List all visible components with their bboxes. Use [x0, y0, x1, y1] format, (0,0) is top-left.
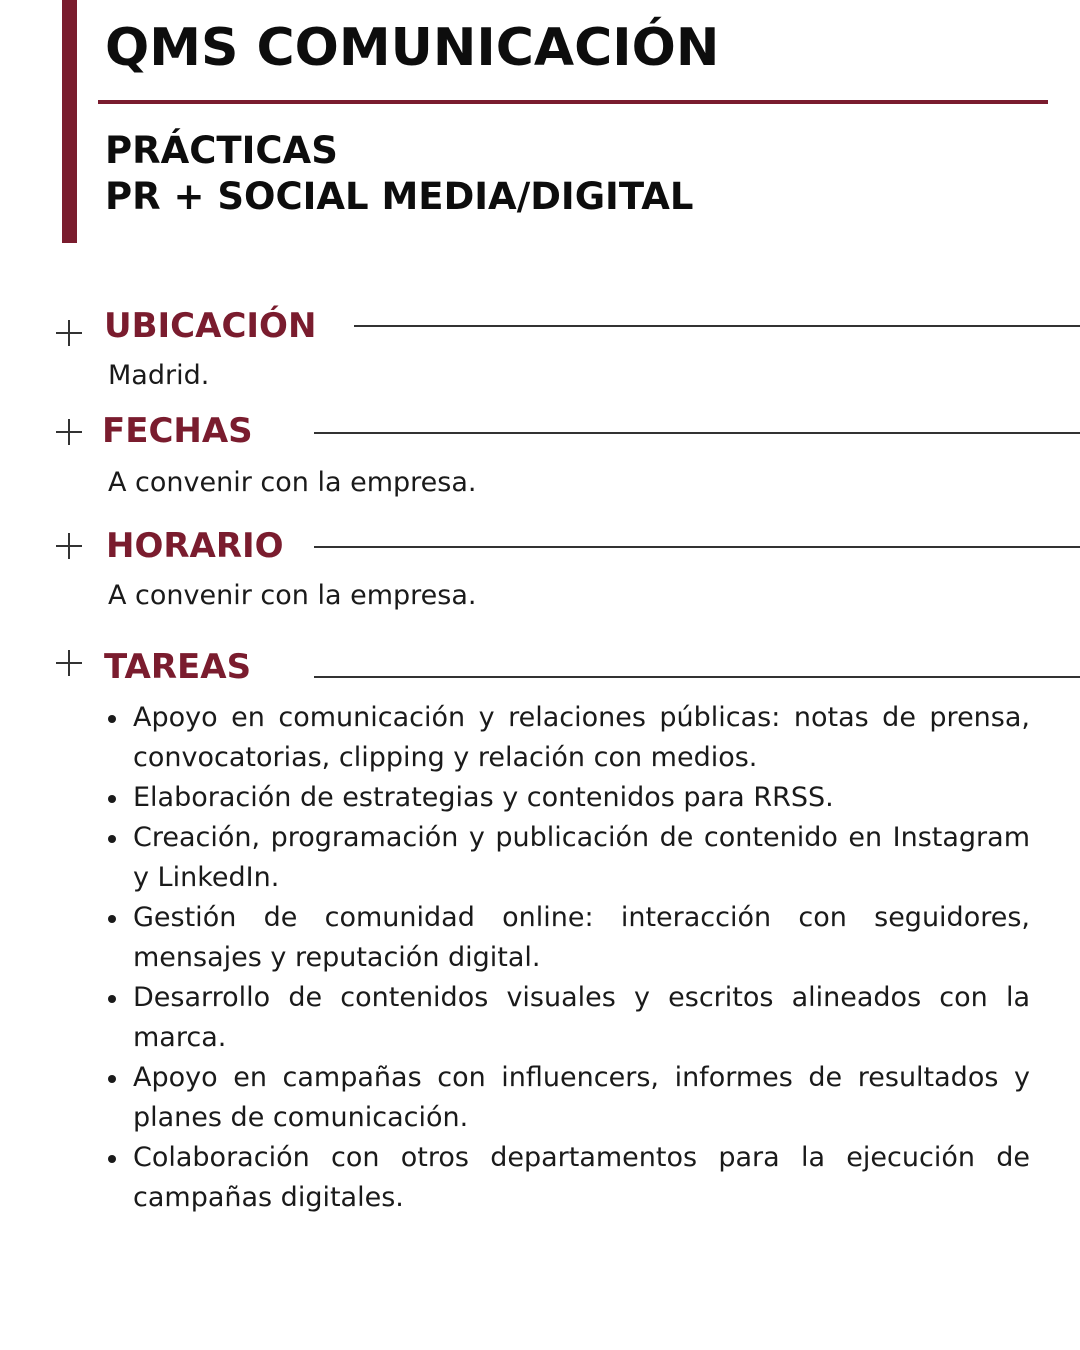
plus-icon	[56, 320, 82, 346]
page-title: QMS COMUNICACIÓN	[105, 18, 720, 78]
section-ubicacion-title: UBICACIÓN	[104, 306, 317, 346]
section-horario-header	[0, 526, 1080, 566]
plus-icon	[56, 533, 82, 559]
plus-icon	[56, 419, 82, 445]
list-item: Gestión de comunidad online: interacción con seguidores, mensajes y reputación digital.	[133, 898, 1030, 978]
section-ubicacion-header	[0, 306, 1080, 346]
subtitle-line-1: PRÁCTICAS	[105, 129, 338, 172]
section-divider	[354, 325, 1080, 327]
subtitle-line-2: PR + SOCIAL MEDIA/DIGITAL	[105, 175, 694, 218]
plus-icon	[56, 650, 82, 676]
section-horario-title: HORARIO	[106, 526, 284, 566]
section-divider	[314, 676, 1080, 678]
section-tareas-header	[0, 647, 1080, 687]
accent-bar	[62, 0, 77, 243]
tasks-list	[100, 698, 1030, 1218]
list-item: Elaboración de estrategias y contenidos para RRSS.	[133, 778, 1030, 818]
section-ubicacion-text: Madrid.	[108, 360, 210, 391]
section-tareas-title: TAREAS	[104, 647, 252, 687]
list-item: Desarrollo de contenidos visuales y escritos alineados con la marca.	[133, 978, 1030, 1058]
section-fechas-text: A convenir con la empresa.	[108, 467, 477, 498]
section-fechas-header	[0, 411, 1080, 451]
section-divider	[314, 546, 1080, 548]
section-divider	[314, 432, 1080, 434]
list-item: Creación, programación y publicación de contenido en Instagram y LinkedIn.	[133, 818, 1030, 898]
section-horario-text: A convenir con la empresa.	[108, 580, 477, 611]
list-item: Apoyo en campañas con influencers, informes de resultados y planes de comunicación.	[133, 1058, 1030, 1138]
page-subtitle	[105, 128, 693, 220]
list-item: Apoyo en comunicación y relaciones públicas: notas de prensa, convocatorias, clipping y relación con medios.	[133, 698, 1030, 778]
section-fechas-title: FECHAS	[102, 411, 253, 451]
list-item: Colaboración con otros departamentos para la ejecución de campañas digitales.	[133, 1138, 1030, 1218]
title-divider	[98, 100, 1048, 104]
